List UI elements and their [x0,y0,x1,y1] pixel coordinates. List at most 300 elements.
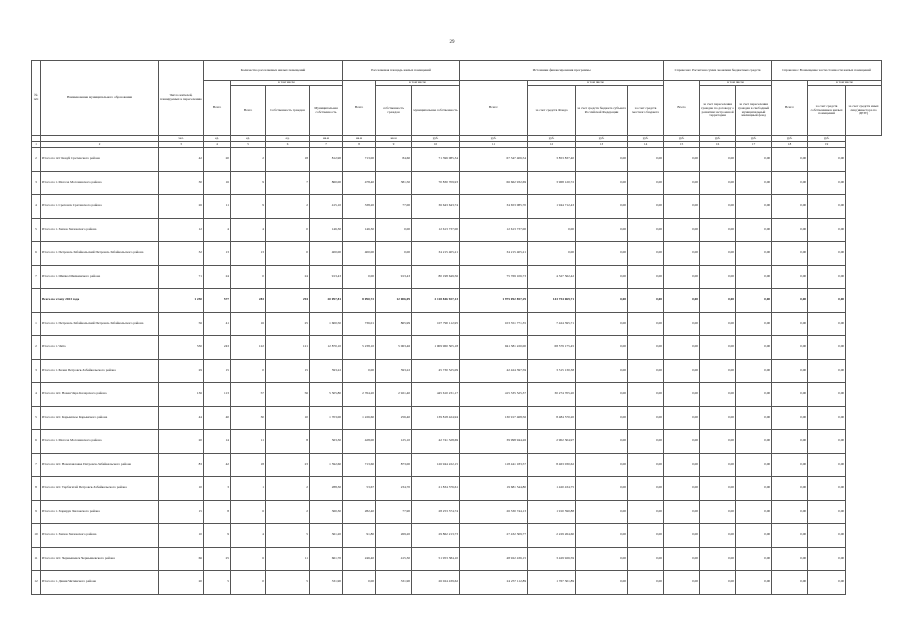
value-cell: 24 [204,265,231,289]
header-ref1-group: Справочно: Расчетная сумма экономии бюджетных средств [664,61,772,81]
municipality-name: Итого по пгт. Чернышевск Чернышевского района [41,547,159,571]
value-cell: 0,00 [736,171,772,195]
value-cell: 478,40 [343,171,376,195]
value-cell: 1 420 434,75 [528,477,576,501]
value-cell: 13 [231,242,266,266]
value-cell: 12 870,10 [310,336,343,360]
value-cell: 103 351 771,35 [460,312,528,336]
municipality-name: Итого по пгт. Новая Чара Каларского района [41,383,159,407]
value-cell: 34 653 085,70 [460,195,528,219]
value-cell: 48 922 436,15 [460,547,528,571]
value-cell: 24 257 112,89 [460,571,528,595]
value-cell: 0,00 [736,383,772,407]
value-cell: 20 [159,571,204,595]
municipality-name: Итого по г. Дания Читинского района [41,571,159,595]
value-cell: 0,00 [576,453,628,477]
value-cell: 0,00 [772,218,808,242]
value-cell: 0,00 [664,524,700,548]
value-cell: 913,43 [376,265,412,289]
value-cell: 0,00 [808,289,846,313]
row-number: 10 [32,524,41,548]
table-row [32,430,882,454]
value-cell: 32 [159,242,204,266]
value-cell: 71 [159,265,204,289]
column-number-cell: 5 [231,142,266,148]
value-cell: 42 424 397,59 [460,359,528,383]
value-cell: 2 [231,148,266,172]
value-cell: 12 613 737,00 [460,218,528,242]
value-cell: 0,00 [808,148,846,172]
value-cell: 0,00 [772,312,808,336]
value-cell: 0,00 [736,500,772,524]
value-cell: 5 505,80 [310,383,343,407]
value-cell: 30 [159,171,204,195]
value-cell: 66 [159,547,204,571]
header-area-incl: в том числе [376,81,460,86]
value-cell: 42 [204,453,231,477]
value-cell: 0,00 [772,500,808,524]
header-count-incl: в том числе [231,81,343,86]
row-number: 8 [32,477,41,501]
unit-cell: руб. [628,136,664,142]
value-cell: 12 [159,218,204,242]
municipality-name: Итого по г. Петровск-Забайкальский Петровск-Забайкальского района [41,312,159,336]
value-cell: 0,00 [664,500,700,524]
value-cell: 0,00 [343,359,376,383]
unit-cell: руб. [772,136,808,142]
table-row [32,477,882,501]
value-cell: 42 741 328,69 [412,430,460,454]
value-cell: 30 274 705,20 [528,383,576,407]
value-cell: 0 [231,359,266,383]
value-cell: 0,00 [700,477,736,501]
value-cell: 0,00 [808,453,846,477]
municipality-name: Итого по г. Могоча Могочинского района [41,171,159,195]
value-cell: 5 [204,571,231,595]
value-cell: 0,00 [664,242,700,266]
value-cell: 1 703,00 [310,406,343,430]
value-cell: 2 229 264,60 [528,524,576,548]
header-ref1-b: за счет переселения граждан в свободный муниципальный жилищный фонд [736,86,772,136]
header-ref2-b: за счет средств иных лиц (инвестора по ДРЗТ) [846,86,882,136]
value-cell: 45 730 525,09 [412,359,460,383]
value-cell: 0,00 [700,453,736,477]
value-cell: 41 [204,312,231,336]
value-cell: 0,00 [772,336,808,360]
unit-cell: руб. [664,136,700,142]
value-cell: 415,10 [310,195,343,219]
table-row [32,406,882,430]
column-number-cell: 16 [700,142,736,148]
column-number-cell: 8 [343,142,376,148]
value-cell: 11 [266,547,310,571]
unit-cell: руб. [528,136,576,142]
value-cell: 415,30 [376,547,412,571]
column-number-cell: 10 [412,142,460,148]
value-cell: 18 [231,453,266,477]
value-cell: 812,90 [310,148,343,172]
table-row [32,336,882,360]
value-cell: 113 [204,383,231,407]
row-number: 11 [32,547,41,571]
value-cell: 146,30 [343,218,376,242]
value-cell: 0,00 [576,406,628,430]
value-cell: 0,00 [664,477,700,501]
value-cell: 0,00 [772,571,808,595]
table-header [32,61,882,148]
unit-cell: руб. [700,136,736,142]
value-cell: 56 [266,383,310,407]
value-cell: 12 006,09 [376,289,412,313]
column-number-cell: 14 [628,142,664,148]
value-cell: 77,90 [376,500,412,524]
municipality-name: Итого по г. Шилка Шилкинского района [41,265,159,289]
value-cell: 0 [231,571,266,595]
value-cell: 0,00 [736,242,772,266]
municipality-name: Итого по г. Чита [41,336,159,360]
value-cell: 0,00 [736,336,772,360]
value-cell: 25 [266,312,310,336]
value-cell: 256,40 [376,406,412,430]
value-cell: 146,30 [310,218,343,242]
value-cell: 130 917 468,56 [460,406,528,430]
value-cell: 0,00 [808,312,846,336]
value-cell: 2 921,40 [376,383,412,407]
value-cell: 70 830 709,93 [412,171,460,195]
value-cell: 0,00 [664,430,700,454]
value-cell: 0,00 [808,336,846,360]
value-cell: 865,99 [376,312,412,336]
unit-cell: ед. [266,136,310,142]
value-cell: 26 024 439,62 [412,571,460,595]
value-cell: 0,00 [628,195,664,219]
value-cell: 39 998 944,26 [460,430,528,454]
value-cell: 0,00 [664,289,700,313]
value-cell: 913,43 [310,265,343,289]
value-cell: 1 944 712,43 [528,195,576,219]
value-cell: 563,30 [310,430,343,454]
value-cell: 0,00 [772,453,808,477]
value-cell: 428,00 [343,430,376,454]
value-cell: 0,00 [576,500,628,524]
value-cell: 9 [231,195,266,219]
municipality-name: Итого по г. Хилок Хилокского района [41,218,159,242]
header-fund-fond: за счет средств Фонда [528,86,576,136]
value-cell: 0,00 [376,242,412,266]
value-cell: 0,00 [628,242,664,266]
value-cell: 593,22 [376,359,412,383]
value-cell: 0,00 [576,265,628,289]
table-row [32,265,882,289]
value-cell: 2 902 304,97 [528,430,576,454]
value-cell: 107 790 112,95 [412,312,460,336]
value-cell: 0,00 [628,148,664,172]
value-cell: 8 463 030,62 [528,453,576,477]
value-cell: 0,00 [576,148,628,172]
value-cell: 28 253 374,74 [412,500,460,524]
table-row [32,500,882,524]
value-cell: 0,00 [628,524,664,548]
total-row [32,289,882,313]
value-cell: 5 [266,571,310,595]
municipality-name: Итого по пгт. Новопавловка Петровск-Забайкальского района [41,453,159,477]
value-cell: 26 330 744,13 [460,500,528,524]
row-number: 2 [32,148,41,172]
value-cell: 121 [266,336,310,360]
column-number-cell: 18 [772,142,808,148]
header-area-citizens: собственность граждан [376,86,412,136]
value-cell: 1 226,60 [343,406,376,430]
column-number-cell: 7 [310,142,343,148]
value-cell: 0,00 [628,547,664,571]
value-cell: 0,00 [808,265,846,289]
value-cell: 3 968 120,72 [528,171,576,195]
row-number: 2 [32,336,41,360]
value-cell: 34 215 405,21 [460,242,528,266]
value-cell: 0,00 [576,383,628,407]
value-cell: 0,00 [736,524,772,548]
value-cell: 0,00 [700,195,736,219]
value-cell: 19 681 544,80 [460,477,528,501]
value-cell: 0,00 [808,359,846,383]
table-row [32,312,882,336]
header-no: № п/п [32,61,41,136]
header-count-total-sub: Всего [231,86,266,136]
unit-cell: ед. [231,136,266,142]
row-number [32,289,41,313]
header-name: Наименование муниципального образования [41,61,159,136]
value-cell: 0,00 [664,312,700,336]
municipality-name: Итого по г. Могоча Могочинского района [41,430,159,454]
value-cell: 0,00 [736,547,772,571]
value-cell: 0,00 [576,359,628,383]
value-cell: 0,00 [576,171,628,195]
value-cell: 941 381 220,00 [460,336,528,360]
value-cell: 0,00 [343,571,376,595]
resettlement-table [31,60,882,595]
row-number: 1 [32,312,41,336]
column-number-cell: 3 [159,142,204,148]
value-cell: 8 090,72 [343,289,376,313]
value-cell: 0,00 [628,336,664,360]
value-cell: 0,00 [772,195,808,219]
value-cell: 400,00 [343,242,376,266]
value-cell: 282,40 [343,500,376,524]
municipality-name: Итого по г. Балеи Петровск-Забайкальского района [41,359,159,383]
value-cell: 9 [204,524,231,548]
value-cell: 8 [204,500,231,524]
value-cell: 0,00 [343,265,376,289]
table-row [32,547,882,571]
value-cell: 0,00 [664,336,700,360]
header-area-group: Расселяемая площадь жилых помещений [343,61,460,81]
value-cell: 8 [266,430,310,454]
value-cell: 0,00 [808,383,846,407]
value-cell: 0,00 [376,218,412,242]
value-cell: 0,00 [664,547,700,571]
value-cell: 0,00 [772,242,808,266]
value-cell: 0,00 [700,148,736,172]
value-cell: 577 [204,289,231,313]
value-cell: 1 910 590,88 [528,500,576,524]
value-cell: 0,00 [700,547,736,571]
value-cell: 51 953 384,10 [412,547,460,571]
value-cell: 2 [266,500,310,524]
value-cell: 0,00 [700,571,736,595]
value-cell: 77,00 [376,195,412,219]
value-cell: 661,70 [310,547,343,571]
value-cell: 0,00 [772,524,808,548]
value-cell: 381,50 [376,171,412,195]
value-cell: 0,00 [772,406,808,430]
value-cell: 0,00 [736,477,772,501]
value-cell: 0,00 [700,383,736,407]
value-cell: 2 764,20 [343,383,376,407]
value-cell: 1 600,50 [310,312,343,336]
row-number: 9 [32,500,41,524]
value-cell: 873,00 [376,453,412,477]
value-cell: 71 396 085,34 [412,148,460,172]
value-cell: 126 944 222,15 [412,453,460,477]
value-cell: 11 [204,195,231,219]
header-funding-group: Источники финансирования программы [460,61,664,81]
value-cell: 1 009 960 505,18 [412,336,460,360]
value-cell: 0,00 [664,359,700,383]
value-cell: 6 [231,500,266,524]
value-cell: 25 [204,547,231,571]
value-cell: 0,00 [576,336,628,360]
value-cell: 68 579 175,45 [528,336,576,360]
value-cell: 12 613 737,00 [412,218,460,242]
value-cell: 288,30 [310,477,343,501]
column-number-cell: 19 [808,142,846,148]
header-area-municipal: муниципальная собственность [412,86,460,136]
value-cell: 0,00 [808,500,846,524]
municipality-name: Итого по пгт. Тарбагатай Петровск-Забайкальского района [41,477,159,501]
row-number: 6 [32,242,41,266]
value-cell: 246,40 [343,547,376,571]
unit-cell: чел. [159,136,204,142]
column-number-cell: 13 [576,142,628,148]
value-cell: 713,60 [343,453,376,477]
value-cell: 0,00 [628,265,664,289]
value-cell: 736,01 [343,312,376,336]
value-cell: 0,00 [664,406,700,430]
column-number-cell: 4 [204,142,231,148]
value-cell: 0,00 [808,571,846,595]
table-row [32,524,882,548]
row-number: 7 [32,453,41,477]
value-cell: 18 [266,148,310,172]
column-number-cell: 9 [376,142,412,148]
value-cell: 0,00 [808,477,846,501]
value-cell: 0,00 [700,171,736,195]
value-cell: 0,00 [772,148,808,172]
value-cell: 20 [204,148,231,172]
value-cell: 0,00 [772,289,808,313]
value-cell: 34 215 405,21 [412,242,460,266]
value-cell: 0,00 [664,148,700,172]
table-body [32,148,882,595]
value-cell: 6 [231,547,266,571]
value-cell: 0,00 [628,359,664,383]
value-cell: 23 [266,453,310,477]
value-cell: 0,00 [736,195,772,219]
value-cell: 331,90 [310,571,343,595]
value-cell: 0,00 [808,195,846,219]
value-cell: 30 [231,406,266,430]
value-cell: 1 592,60 [310,453,343,477]
value-cell: 3 315 130,38 [528,359,576,383]
column-number-cell: 11 [460,142,528,148]
value-cell: 80 198 649,56 [412,265,460,289]
table-row [32,195,882,219]
value-cell: 56 [159,312,204,336]
header-fund-total: Всего: [460,81,528,136]
value-cell: 338,20 [343,195,376,219]
value-cell: 7 [266,171,310,195]
value-cell: 4 327 562,42 [528,265,576,289]
value-cell: 0,00 [736,430,772,454]
column-number-cell: 17 [736,142,772,148]
value-cell: 0,00 [628,500,664,524]
value-cell: 10 [159,524,204,548]
value-cell: 53,67 [343,477,376,501]
value-cell: 1 [231,477,266,501]
header-area-total: Всего [343,81,376,136]
header-ref1-incl: в том числе [700,81,772,86]
value-cell: 530 [159,336,204,360]
value-cell: 360,30 [310,500,343,524]
row-number: 5 [32,406,41,430]
value-cell: 0,00 [700,430,736,454]
row-number: 6 [32,430,41,454]
value-cell: 29 862 213,73 [412,524,460,548]
value-cell: 9 [231,171,266,195]
value-cell: 0,00 [808,406,846,430]
header-ref2-total: Всего: [772,81,808,136]
value-cell: 0,00 [736,265,772,289]
value-cell: 0,00 [736,359,772,383]
value-cell: 7 424 395,71 [528,312,576,336]
value-cell: 269,20 [376,524,412,548]
value-cell: 0,00 [700,312,736,336]
value-cell: 57 [231,383,266,407]
municipality-name: Итого по г. Харирун Хилокского района [41,500,159,524]
value-cell: 0,00 [628,383,664,407]
value-cell: 0,00 [700,359,736,383]
value-cell: 16 [204,171,231,195]
value-cell: 5 [266,524,310,548]
value-cell: 143 754 069,71 [528,289,576,313]
value-cell: 4 [204,218,231,242]
value-cell: 0,00 [576,289,628,313]
value-cell: 0,00 [772,430,808,454]
header-count-group: Количество расселяемых жилых помещений [204,61,343,81]
value-cell: 66 662 932,69 [460,171,528,195]
value-cell: 0 [266,242,310,266]
value-cell: 0,00 [628,477,664,501]
value-cell: 3 429 926,59 [528,547,576,571]
value-cell: 0,00 [576,312,628,336]
unit-cell: руб. [808,136,846,142]
value-cell: 67 347 406,54 [460,148,528,172]
table-row [32,571,882,595]
value-cell: 2 118 846 927,13 [412,289,460,313]
value-cell: 1 975 092 857,29 [460,289,528,313]
value-cell: 125,10 [376,430,412,454]
value-cell: 0,00 [664,571,700,595]
